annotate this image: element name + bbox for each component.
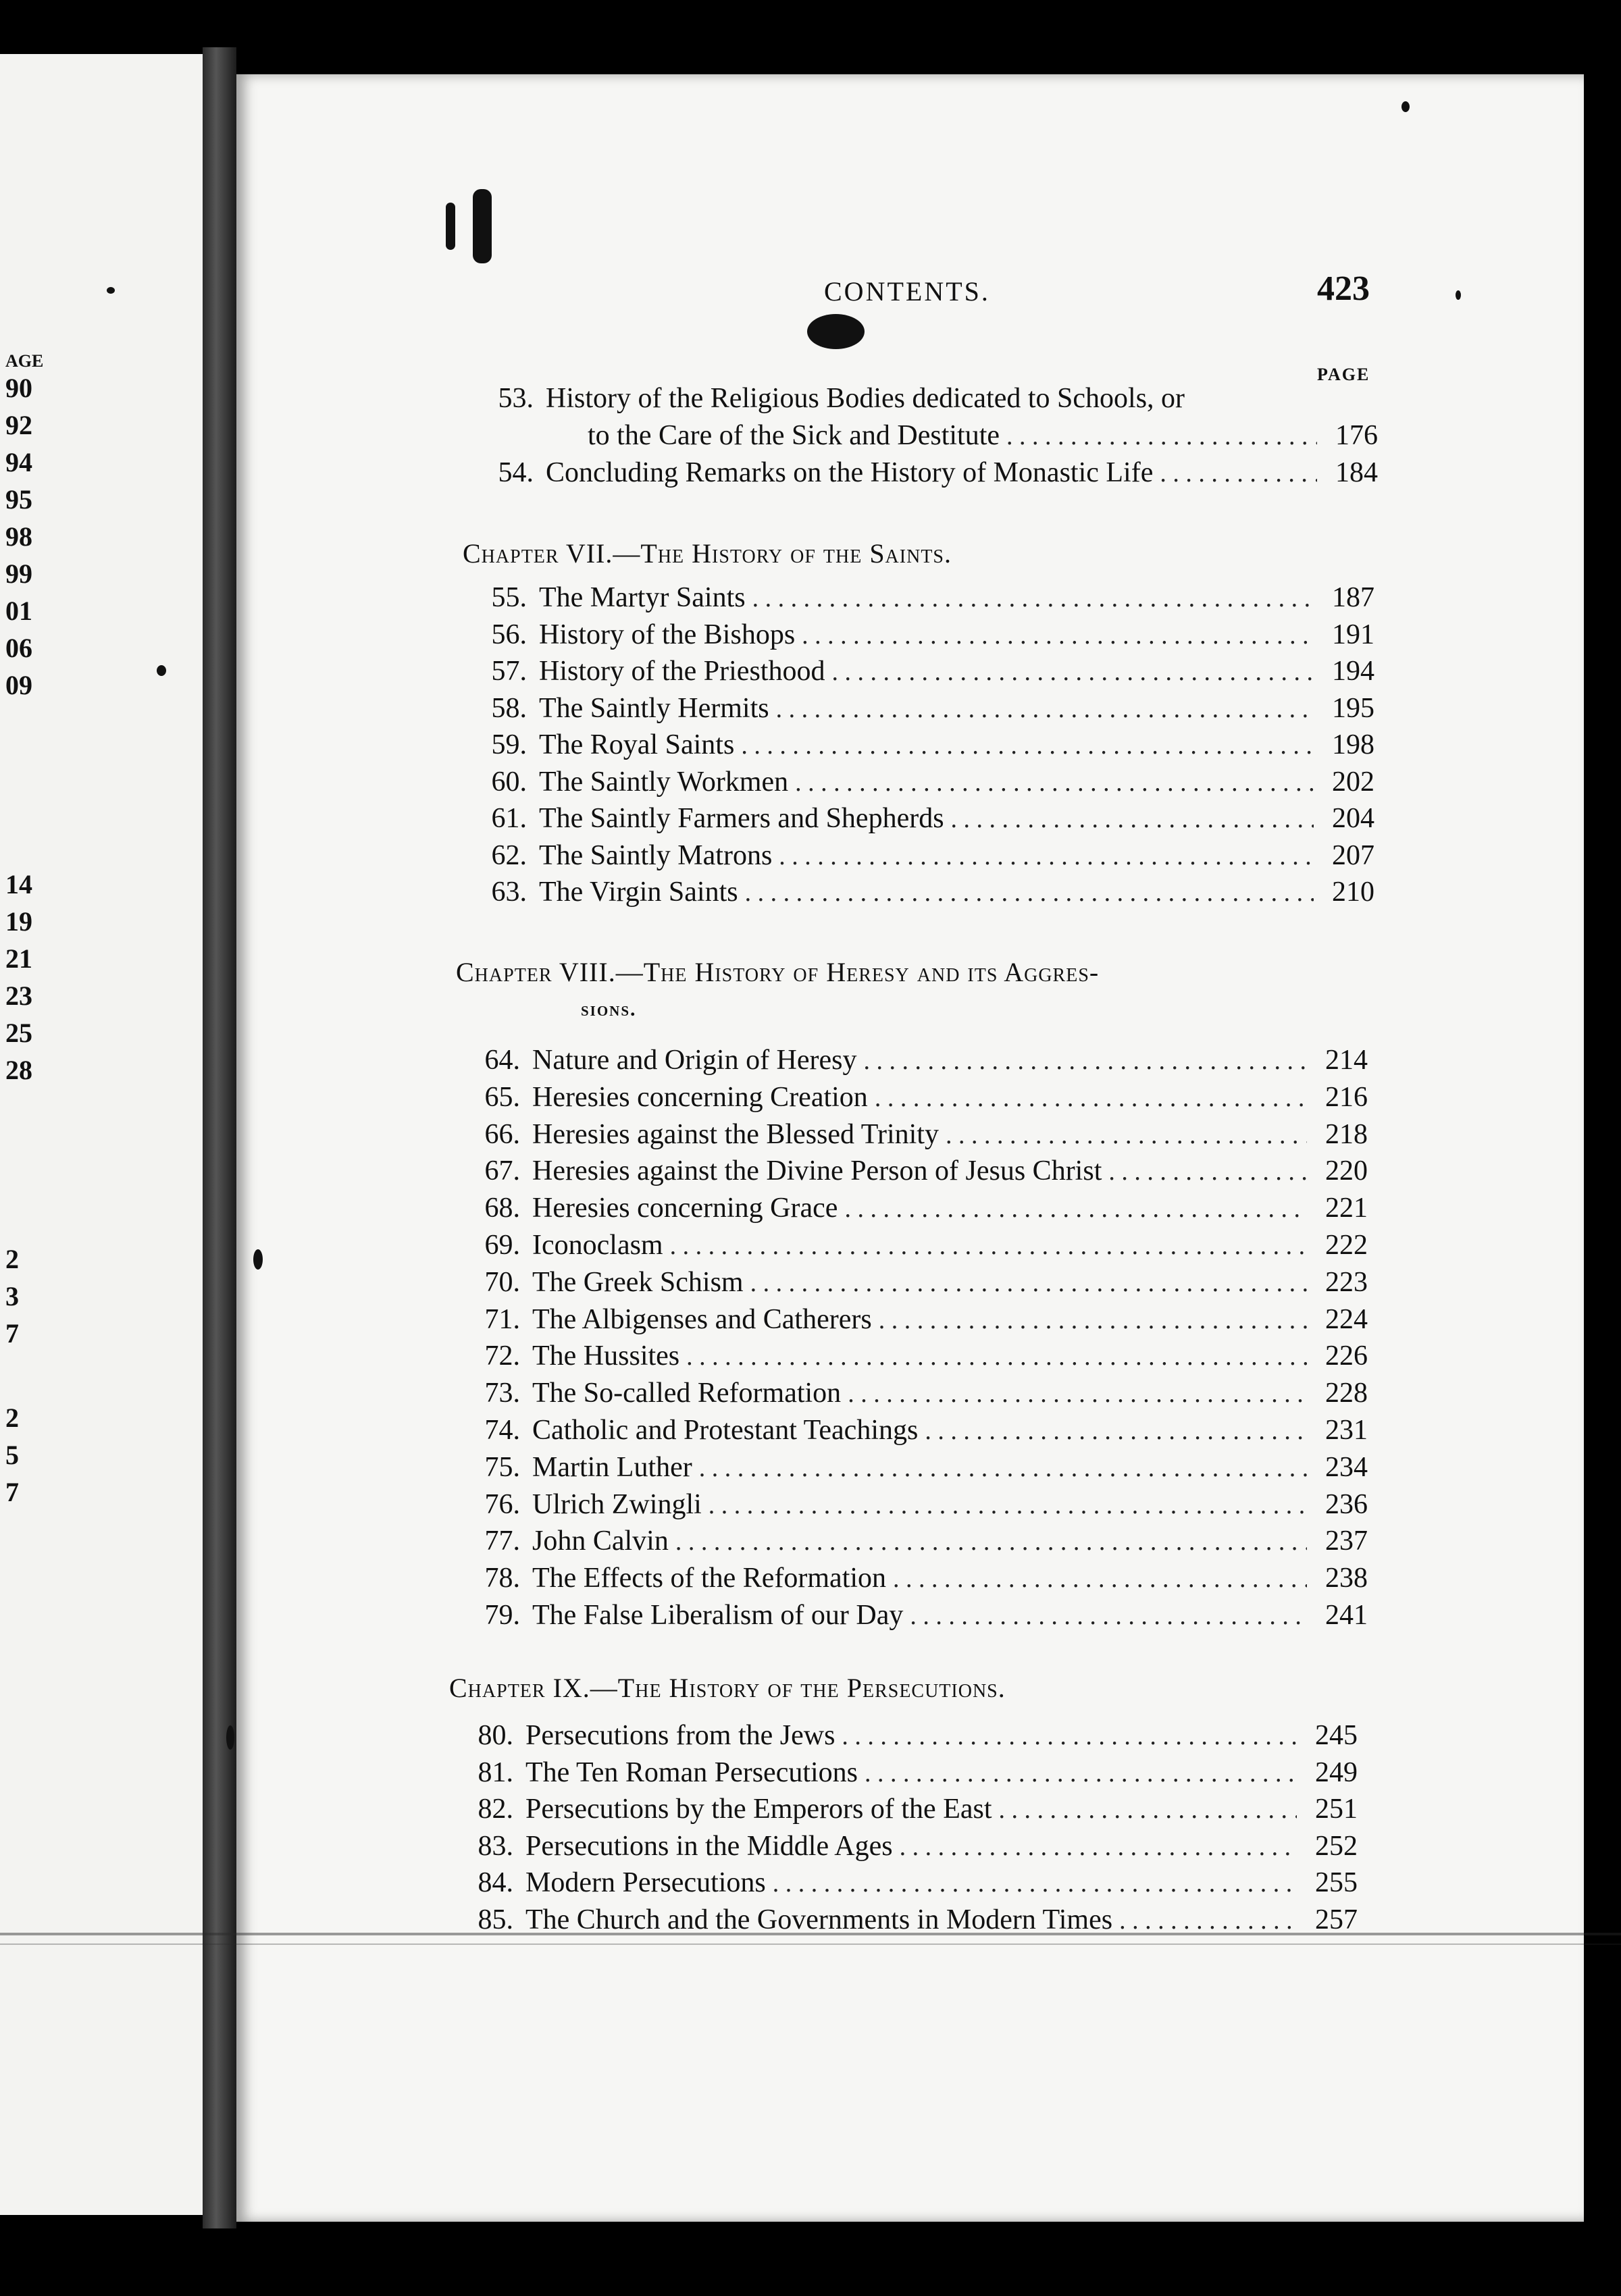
facing-page-number: 99 <box>5 558 32 589</box>
chapter-heading: Chapter VII.—The History of the Saints. <box>463 538 952 569</box>
facing-page-number: 2 <box>5 1244 19 1274</box>
entry-title: Persecutions by the Emperors of the East <box>525 1794 992 1825</box>
facing-page-number: 21 <box>5 943 32 974</box>
ink-blot <box>1401 101 1410 112</box>
facing-page-number: 94 <box>5 447 32 477</box>
toc-entry <box>453 1903 1358 1937</box>
dot-leader <box>879 1303 1307 1337</box>
entry-title: History of the Religious Bodies dedicated to Schools, or <box>546 383 1185 414</box>
toc-entry <box>466 765 1374 799</box>
toc-entry <box>459 1118 1368 1151</box>
entry-title: History of the Bishops <box>539 619 796 650</box>
entry-title: The Virgin Saints <box>539 877 738 908</box>
dot-leader <box>925 1414 1307 1448</box>
dot-leader <box>844 1192 1307 1226</box>
facing-page-number: AGE <box>5 351 44 371</box>
dot-leader <box>1160 456 1317 490</box>
entry-title: The Effects of the Reformation <box>532 1563 887 1594</box>
entry-number: 70. <box>484 1267 520 1298</box>
entry-page: 202 <box>1332 766 1374 798</box>
entry-number: 80. <box>478 1720 513 1751</box>
toc-entry <box>466 654 1374 688</box>
toc-entry-continuation <box>588 419 1378 452</box>
entry-page: 198 <box>1332 729 1374 760</box>
entry-number: 72. <box>484 1340 520 1372</box>
toc-entry <box>459 1339 1368 1373</box>
entry-title: The Greek Schism <box>532 1267 744 1298</box>
toc-entry <box>459 1524 1368 1558</box>
entry-page: 176 <box>1335 420 1378 451</box>
dot-leader <box>776 692 1314 726</box>
entry-number: 75. <box>484 1452 520 1483</box>
facing-page-number: 92 <box>5 410 32 440</box>
dot-leader <box>670 1229 1307 1263</box>
facing-page-number: 5 <box>5 1440 19 1470</box>
entry-page: 245 <box>1315 1720 1358 1751</box>
entry-title: The Saintly Farmers and Shepherds <box>539 803 944 834</box>
toc-entry <box>473 382 1378 415</box>
entry-number: 83. <box>478 1831 513 1862</box>
entry-number: 81. <box>478 1757 513 1788</box>
entry-page: 234 <box>1325 1452 1368 1483</box>
dot-leader <box>779 839 1314 873</box>
entry-page: 251 <box>1315 1794 1358 1825</box>
toc-entry <box>459 1413 1368 1447</box>
dot-leader <box>864 1044 1308 1078</box>
entry-title: Ulrich Zwingli <box>532 1489 702 1520</box>
ink-blot <box>473 189 492 263</box>
dot-leader <box>1108 1155 1307 1189</box>
entry-page: 214 <box>1325 1045 1368 1076</box>
entry-title: History of the Priesthood <box>539 656 825 687</box>
entry-page: 221 <box>1325 1193 1368 1224</box>
scan-fold-line-secondary <box>0 1943 1621 1945</box>
entry-number: 62. <box>491 840 527 871</box>
book-gutter <box>203 47 236 2228</box>
entry-title: John Calvin <box>532 1525 669 1557</box>
facing-page-number: 09 <box>5 670 32 700</box>
dot-leader <box>675 1525 1307 1559</box>
entry-title: The Ten Roman Persecutions <box>525 1757 858 1788</box>
entry-page: 226 <box>1325 1340 1368 1372</box>
facing-page-number: 7 <box>5 1318 19 1349</box>
facing-page-number: 95 <box>5 484 32 515</box>
ink-blot <box>807 314 865 349</box>
dot-leader <box>848 1377 1307 1411</box>
entry-number: 64. <box>484 1045 520 1076</box>
entry-title: The Saintly Hermits <box>539 693 769 724</box>
dot-leader <box>741 729 1314 762</box>
entry-title: Nature and Origin of Heresy <box>532 1045 857 1076</box>
entry-title: The Albigenses and Catherers <box>532 1304 872 1335</box>
dot-leader <box>686 1340 1307 1374</box>
entry-title: Concluding Remarks on the History of Monastic Life <box>546 457 1154 488</box>
toc-entry <box>453 1719 1358 1752</box>
dot-leader <box>699 1451 1307 1485</box>
entry-title: Heresies concerning Creation <box>532 1082 868 1113</box>
entry-title: The Hussites <box>532 1340 680 1372</box>
facing-page-number: 25 <box>5 1018 32 1048</box>
toc-entry <box>459 1080 1368 1114</box>
chapter-heading: Chapter IX.—The History of the Persecutions. <box>449 1673 1006 1703</box>
dot-leader <box>951 802 1314 836</box>
entry-title: The So-called Reformation <box>532 1378 842 1409</box>
page-number: 423 <box>1317 269 1370 308</box>
entry-page: 195 <box>1332 693 1374 724</box>
facing-page-number: 28 <box>5 1055 32 1085</box>
dot-leader <box>802 619 1314 652</box>
entry-title: The Royal Saints <box>539 729 735 760</box>
toc-entry <box>473 456 1378 490</box>
entry-page: 228 <box>1325 1378 1368 1409</box>
running-head: CONTENTS. <box>824 276 990 307</box>
entry-page: 224 <box>1325 1304 1368 1335</box>
toc-entry <box>453 1792 1358 1826</box>
dot-leader <box>750 1266 1307 1300</box>
entry-page: 220 <box>1325 1155 1368 1186</box>
toc-entry <box>459 1154 1368 1188</box>
ink-blot <box>226 1725 234 1750</box>
dot-leader <box>910 1599 1307 1633</box>
facing-page-number: 7 <box>5 1477 19 1507</box>
toc-entry <box>466 728 1374 762</box>
entry-page: 241 <box>1325 1600 1368 1631</box>
entry-number: 67. <box>484 1155 520 1186</box>
entry-title-continued: to the Care of the Sick and Destitute <box>588 420 1000 451</box>
facing-page-number: 14 <box>5 869 32 899</box>
facing-page-number: 01 <box>5 596 32 626</box>
dot-leader <box>865 1756 1297 1790</box>
facing-page-number: 06 <box>5 633 32 663</box>
entry-page: 187 <box>1332 582 1374 613</box>
entry-number: 60. <box>491 766 527 798</box>
toc-entry <box>459 1228 1368 1262</box>
scan-fold-line <box>0 1933 1621 1935</box>
entry-number: 82. <box>478 1794 513 1825</box>
ink-blot <box>157 665 166 676</box>
ink-blot <box>1456 290 1461 300</box>
toc-entry <box>459 1266 1368 1299</box>
dot-leader <box>999 1793 1297 1827</box>
entry-number: 85. <box>478 1904 513 1935</box>
dot-leader <box>893 1562 1307 1596</box>
entry-page: 237 <box>1325 1525 1368 1557</box>
entry-page: 249 <box>1315 1757 1358 1788</box>
entry-page: 204 <box>1332 803 1374 834</box>
ink-blot <box>253 1249 263 1270</box>
dot-leader <box>842 1719 1297 1753</box>
entry-page: 223 <box>1325 1267 1368 1298</box>
entry-title: The Church and the Governments in Modern Times <box>525 1904 1113 1935</box>
toc-entry <box>459 1376 1368 1410</box>
entry-page: 194 <box>1332 656 1374 687</box>
entry-title: Heresies concerning Grace <box>532 1193 838 1224</box>
entry-page: 222 <box>1325 1230 1368 1261</box>
entry-title: Persecutions in the Middle Ages <box>525 1831 893 1862</box>
chapter-heading: Chapter VIII.—The History of Heresy and its Aggres- <box>456 957 1100 987</box>
facing-page-number: 2 <box>5 1403 19 1433</box>
entry-number: 54. <box>498 457 534 488</box>
entry-page: 238 <box>1325 1563 1368 1594</box>
entry-page: 236 <box>1325 1489 1368 1520</box>
entry-page: 255 <box>1315 1867 1358 1898</box>
page-column-label: PAGE <box>1317 365 1370 384</box>
entry-number: 76. <box>484 1489 520 1520</box>
dot-leader <box>1006 419 1317 453</box>
toc-entry <box>453 1829 1358 1863</box>
entry-number: 66. <box>484 1119 520 1150</box>
ink-blot <box>446 203 455 250</box>
entry-number: 74. <box>484 1415 520 1446</box>
toc-entry <box>466 839 1374 872</box>
entry-number: 79. <box>484 1600 520 1631</box>
entry-title: Martin Luther <box>532 1452 692 1483</box>
entry-title: Heresies against the Blessed Trinity <box>532 1119 939 1150</box>
dot-leader <box>709 1488 1307 1522</box>
entry-number: 71. <box>484 1304 520 1335</box>
entry-title: Modern Persecutions <box>525 1867 766 1898</box>
facing-page-number: 23 <box>5 981 32 1011</box>
entry-number: 68. <box>484 1193 520 1224</box>
toc-entry <box>466 581 1374 615</box>
entry-number: 56. <box>491 619 527 650</box>
entry-number: 59. <box>491 729 527 760</box>
entry-title: Catholic and Protestant Teachings <box>532 1415 919 1446</box>
entry-title: Iconoclasm <box>532 1230 663 1261</box>
dot-leader <box>773 1867 1297 1900</box>
entry-title: The Saintly Workmen <box>539 766 789 798</box>
toc-entry <box>459 1561 1368 1595</box>
entry-number: 53. <box>498 383 534 414</box>
entry-title: Persecutions from the Jews <box>525 1720 835 1751</box>
dot-leader <box>745 876 1314 910</box>
entry-title: The Martyr Saints <box>539 582 746 613</box>
entry-page: 252 <box>1315 1831 1358 1862</box>
dot-leader <box>831 655 1314 689</box>
chapter-heading-continued: sions. <box>581 998 637 1020</box>
entry-number: 58. <box>491 693 527 724</box>
entry-number: 63. <box>491 877 527 908</box>
entry-title: The Saintly Matrons <box>539 840 773 871</box>
entry-number: 65. <box>484 1082 520 1113</box>
entry-page: 231 <box>1325 1415 1368 1446</box>
entry-page: 210 <box>1332 877 1374 908</box>
entry-page: 218 <box>1325 1119 1368 1150</box>
dot-leader <box>946 1118 1307 1152</box>
entry-page: 207 <box>1332 840 1374 871</box>
dot-leader <box>752 581 1314 615</box>
facing-page-number: 98 <box>5 521 32 552</box>
toc-entry <box>453 1866 1358 1900</box>
entry-number: 73. <box>484 1378 520 1409</box>
dot-leader <box>795 766 1314 800</box>
toc-entry <box>459 1303 1368 1336</box>
dot-leader <box>875 1081 1307 1115</box>
toc-entry <box>466 692 1374 725</box>
toc-entry <box>459 1488 1368 1521</box>
facing-page-number: 90 <box>5 373 32 403</box>
ink-blot <box>107 287 115 294</box>
toc-entry <box>459 1043 1368 1077</box>
toc-entry <box>459 1191 1368 1225</box>
entry-title: Heresies against the Divine Person of Jesus Christ <box>532 1155 1102 1186</box>
facing-page-number: 3 <box>5 1281 19 1311</box>
entry-number: 78. <box>484 1563 520 1594</box>
toc-entry <box>466 802 1374 835</box>
toc-entry <box>466 618 1374 652</box>
entry-number: 55. <box>491 582 527 613</box>
facing-page-number: 19 <box>5 906 32 937</box>
entry-title: The False Liberalism of our Day <box>532 1600 904 1631</box>
entry-number: 84. <box>478 1867 513 1898</box>
entry-page: 216 <box>1325 1082 1368 1113</box>
toc-entry <box>459 1598 1368 1632</box>
entry-number: 77. <box>484 1525 520 1557</box>
toc-entry <box>453 1756 1358 1790</box>
entry-number: 69. <box>484 1230 520 1261</box>
toc-entry <box>466 875 1374 909</box>
entry-number: 61. <box>491 803 527 834</box>
toc-entry <box>459 1451 1368 1484</box>
entry-page: 184 <box>1335 457 1378 488</box>
entry-number: 57. <box>491 656 527 687</box>
entry-page: 257 <box>1315 1904 1358 1935</box>
dot-leader <box>900 1830 1297 1864</box>
entry-page: 191 <box>1332 619 1374 650</box>
